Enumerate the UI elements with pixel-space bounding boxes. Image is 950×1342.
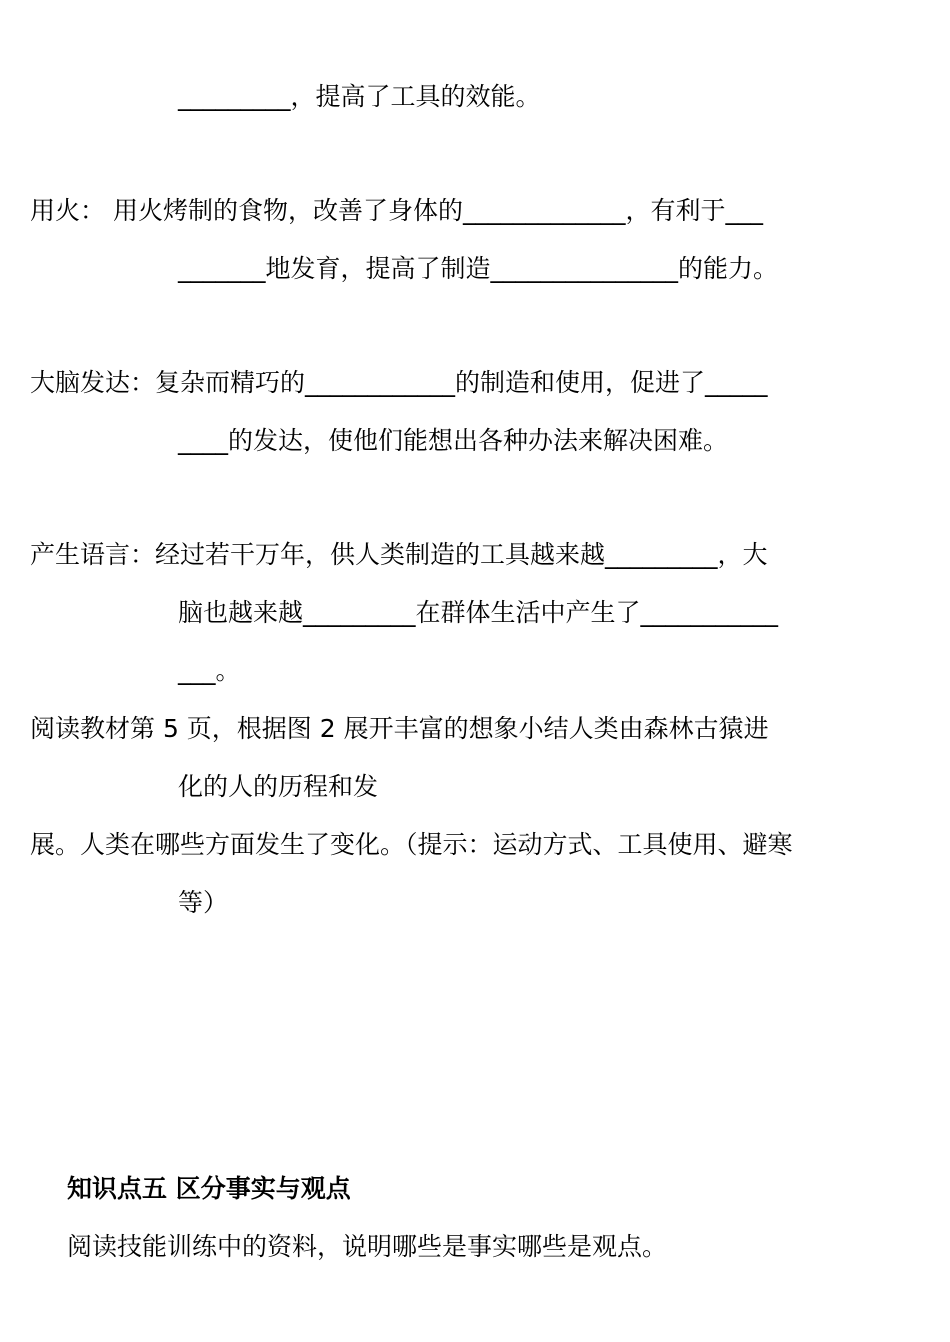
section-five-heading: 知识点五 区分事实与观点: [67, 1174, 351, 1203]
language-line-2: 脑也越来越_________在群体生活中产生了___________: [178, 598, 779, 627]
brain-line-2: ____的发达，使他们能想出各种办法来解决困难。: [178, 426, 729, 455]
reading-line-1: 阅读教材第 5 页，根据图 2 展开丰富的想象小结人类由森林古猿进: [30, 714, 769, 743]
reading-line-4: 等）: [178, 888, 229, 917]
fire-line-1: 用火： 用火烤制的食物，改善了身体的_____________，有利于___: [30, 196, 763, 225]
section-five-prompt: 阅读技能训练中的资料，说明哪些是事实哪些是观点。: [67, 1232, 668, 1261]
brain-line-1: 大脑发达：复杂而精巧的____________的制造和使用，促进了_____: [30, 368, 768, 397]
tool-efficiency-line: _________，提高了工具的效能。: [178, 82, 541, 111]
language-line-1: 产生语言：经过若干万年，供人类制造的工具越来越_________，大: [30, 540, 768, 569]
language-line-3: ___。: [178, 656, 241, 685]
reading-line-2: 化的人的历程和发: [178, 772, 379, 801]
fire-line-2: _______地发育，提高了制造_______________的能力。: [178, 254, 779, 283]
reading-line-3: 展。人类在哪些方面发生了变化。（提示：运动方式、工具使用、避寒: [30, 830, 793, 859]
